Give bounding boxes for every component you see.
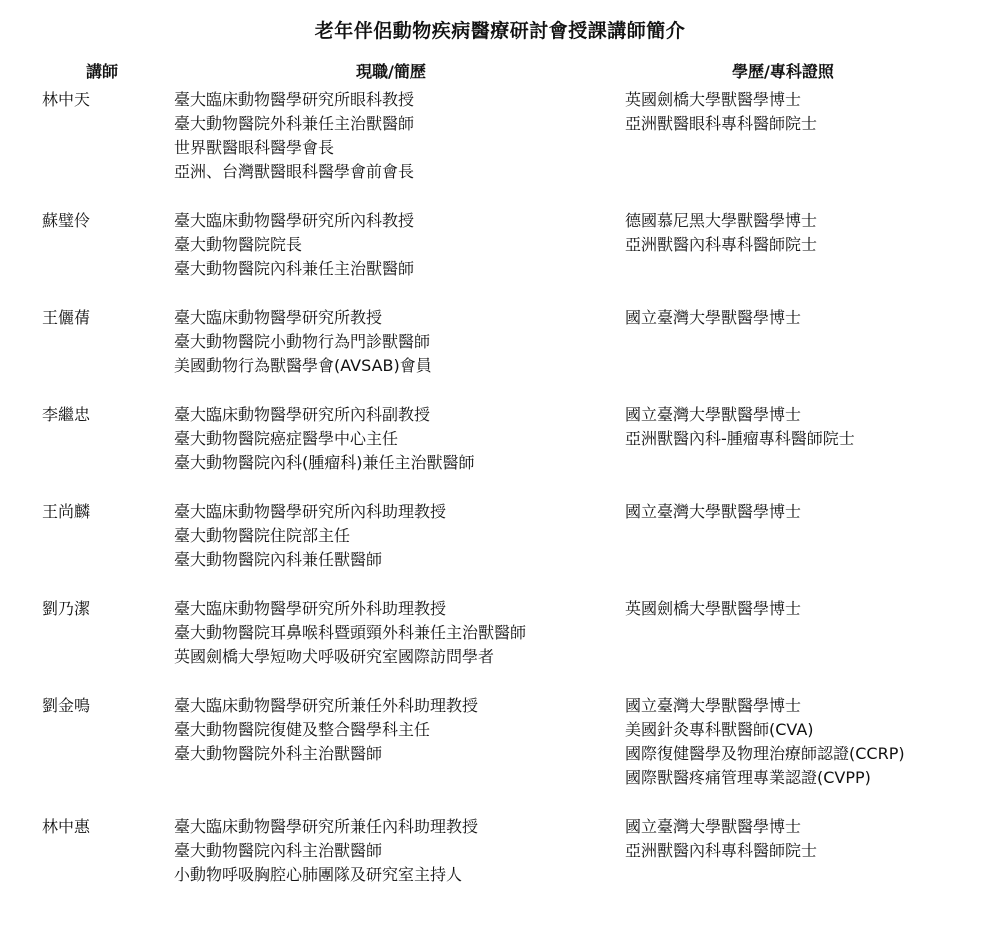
position-line: 臺大臨床動物醫學研究所兼任外科助理教授 <box>174 696 479 715</box>
lecturer-positions <box>174 88 414 184</box>
position-line: 英國劍橋大學短吻犬呼吸研究室國際訪問學者 <box>174 647 495 666</box>
page-title: 老年伴侶動物疾病醫療研討會授課講師簡介 <box>314 20 686 42</box>
education-line: 德國慕尼黑大學獸醫學博士 <box>625 211 818 230</box>
lecturer-positions <box>174 694 478 766</box>
lecturer-row <box>0 597 1000 669</box>
lecturer-name: 林中天 <box>42 90 91 109</box>
lecturer-positions <box>174 597 526 669</box>
lecturer-name: 林中惠 <box>42 817 91 836</box>
lecturer-row <box>0 403 1000 475</box>
education-line: 國立臺灣大學獸醫學博士 <box>625 502 802 521</box>
position-line: 臺大臨床動物醫學研究所內科副教授 <box>174 405 431 424</box>
education-line: 國立臺灣大學獸醫學博士 <box>625 817 802 836</box>
lecturer-name: 王尚麟 <box>42 502 91 521</box>
education-line: 美國針灸專科獸醫師(CVA) <box>625 720 814 739</box>
column-header-lecturer: 講師 <box>86 62 119 81</box>
lecturer-name: 劉乃潔 <box>42 599 91 618</box>
lecturer-positions <box>174 815 478 887</box>
education-line: 亞洲獸醫內科專科醫師院士 <box>625 235 818 254</box>
lecturer-education <box>625 88 817 136</box>
lecturer-positions <box>174 209 414 281</box>
lecturer-education <box>625 403 855 451</box>
lecturer-row <box>0 815 1000 887</box>
position-line: 臺大臨床動物醫學研究所眼科教授 <box>174 90 415 109</box>
lecturer-name: 劉金鳴 <box>42 696 91 715</box>
column-header-position: 現職/簡歷 <box>356 62 426 81</box>
education-line: 國立臺灣大學獸醫學博士 <box>625 308 802 327</box>
lecturer-education <box>625 815 817 863</box>
position-line: 臺大動物醫院復健及整合醫學科主任 <box>174 720 431 739</box>
position-line: 亞洲、台灣獸醫眼科醫學會前會長 <box>174 162 415 181</box>
lecturer-education <box>625 694 905 790</box>
position-line: 臺大動物醫院耳鼻喉科暨頭頸外科兼任主治獸醫師 <box>174 623 527 642</box>
lecturer-row <box>0 306 1000 378</box>
lecturer-positions <box>174 306 432 378</box>
column-header-education: 學歷/專科證照 <box>732 62 834 81</box>
position-line: 臺大臨床動物醫學研究所內科助理教授 <box>174 502 447 521</box>
position-line: 臺大動物醫院內科兼任主治獸醫師 <box>174 259 415 278</box>
lecturer-education <box>625 306 801 330</box>
position-line: 臺大動物醫院癌症醫學中心主任 <box>174 429 399 448</box>
position-line: 小動物呼吸胸腔心肺團隊及研究室主持人 <box>174 865 463 884</box>
position-line: 臺大動物醫院內科主治獸醫師 <box>174 841 383 860</box>
position-line: 臺大動物醫院外科主治獸醫師 <box>174 744 383 763</box>
education-line: 亞洲獸醫內科-腫瘤專科醫師院士 <box>625 429 855 448</box>
lecturer-row <box>0 694 1000 790</box>
position-line: 臺大動物醫院內科(腫瘤科)兼任主治獸醫師 <box>174 453 475 472</box>
lecturer-name: 李繼忠 <box>42 405 91 424</box>
position-line: 臺大臨床動物醫學研究所外科助理教授 <box>174 599 447 618</box>
lecturer-row <box>0 88 1000 184</box>
position-line: 臺大動物醫院院長 <box>174 235 303 254</box>
education-line: 國立臺灣大學獸醫學博士 <box>625 405 802 424</box>
lecturer-positions <box>174 500 446 572</box>
lecturer-name: 王儷蒨 <box>42 308 91 327</box>
position-line: 臺大動物醫院外科兼任主治獸醫師 <box>174 114 415 133</box>
education-line: 國際獸醫疼痛管理專業認證(CVPP) <box>625 768 871 787</box>
lecturer-row <box>0 500 1000 572</box>
lecturer-name: 蘇璧伶 <box>42 211 91 230</box>
education-line: 亞洲獸醫眼科專科醫師院士 <box>625 114 818 133</box>
position-line: 臺大臨床動物醫學研究所兼任內科助理教授 <box>174 817 479 836</box>
education-line: 國際復健醫學及物理治療師認證(CCRP) <box>625 744 905 763</box>
education-line: 英國劍橋大學獸醫學博士 <box>625 599 802 618</box>
education-line: 亞洲獸醫內科專科醫師院士 <box>625 841 818 860</box>
lecturer-positions <box>174 403 475 475</box>
lecturer-row <box>0 209 1000 281</box>
education-line: 國立臺灣大學獸醫學博士 <box>625 696 802 715</box>
lecturer-education <box>625 500 801 524</box>
position-line: 臺大動物醫院住院部主任 <box>174 526 351 545</box>
education-line: 英國劍橋大學獸醫學博士 <box>625 90 802 109</box>
position-line: 臺大臨床動物醫學研究所內科教授 <box>174 211 415 230</box>
position-line: 臺大動物醫院小動物行為門診獸醫師 <box>174 332 431 351</box>
position-line: 美國動物行為獸醫學會(AVSAB)會員 <box>174 356 432 375</box>
position-line: 臺大動物醫院內科兼任獸醫師 <box>174 550 383 569</box>
position-line: 臺大臨床動物醫學研究所教授 <box>174 308 383 327</box>
lecturer-education <box>625 597 801 621</box>
lecturer-education <box>625 209 817 257</box>
position-line: 世界獸醫眼科醫學會長 <box>174 138 335 157</box>
